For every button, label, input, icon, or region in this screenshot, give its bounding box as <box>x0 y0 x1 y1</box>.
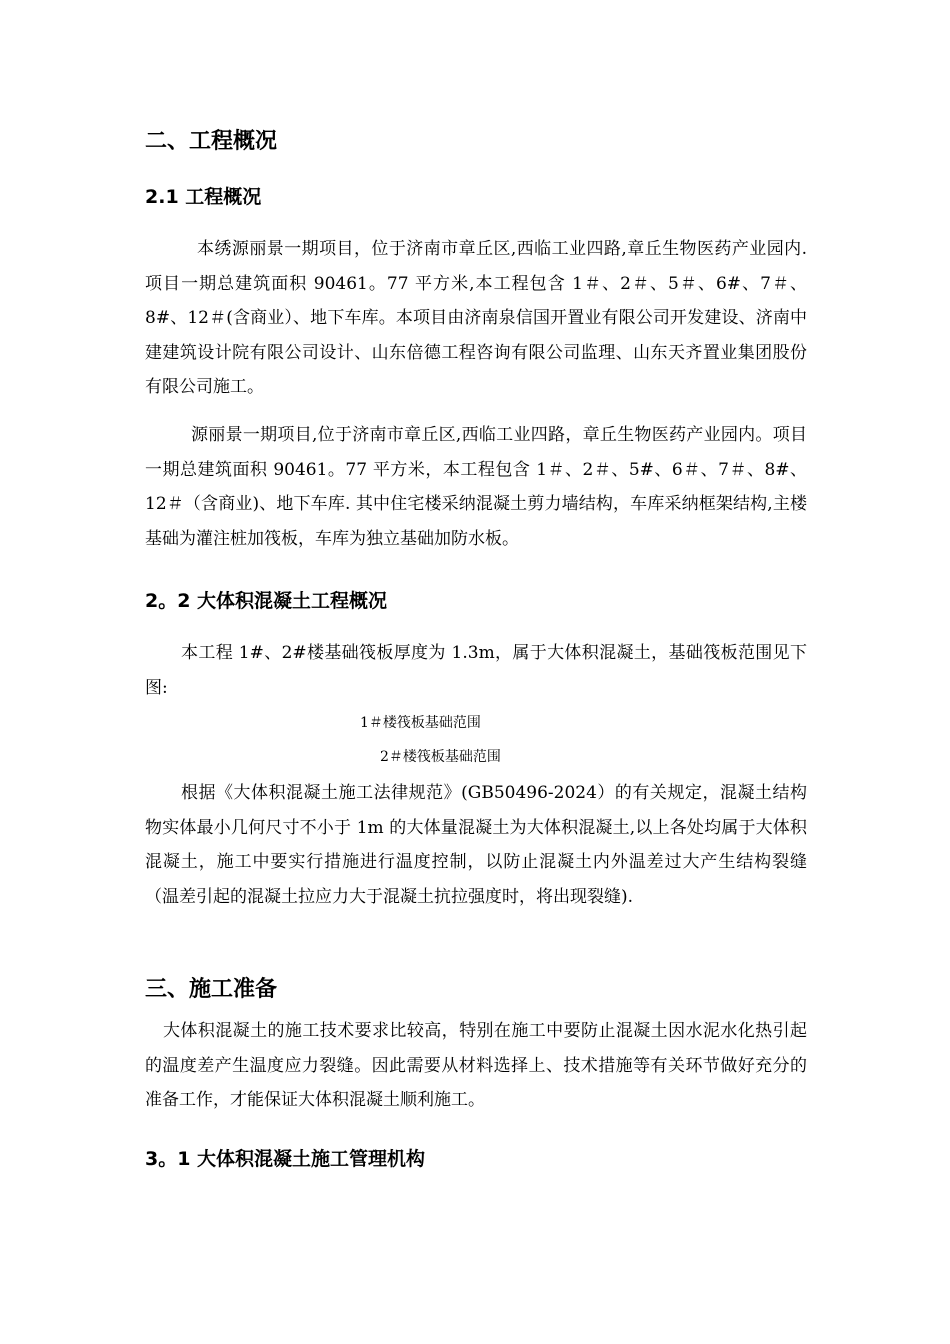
figure-caption-building-1: 1＃楼筏板基础范围 <box>360 715 481 731</box>
section-2-2-heading: 2。2 大体积混凝土工程概况 <box>145 590 388 612</box>
section-2-heading: 二、工程概况 <box>145 129 278 154</box>
section-2-1-paragraph-1: 本绣源丽景一期项目，位于济南市章丘区,西临工业四路,章丘生物医药产业园内.项目一期总建筑面积 90461。77 平方米,本工程包含 1＃、2＃、5＃、6#、7＃、8#、12＃(含商业）、地下车库。本项目由济南泉信国开置业有限公司开发建设、济南中建建筑设计院有限公司设计、山东倍德工程咨询有限公司监理、山东天齐置业集团股份有限公司施工。 <box>145 239 807 398</box>
section-2-2-paragraph-2: 根据《大体积混凝土施工法律规范》(GB50496-2024）的有关规定，混凝土结构物实体最小几何尺寸不小于 1m 的大体量混凝土为大体积混凝土,以上各处均属于大体积混凝土，施工中要实行措施进行温度控制，以防止混凝土内外温差过大产生结构裂缝（温差引起的混凝土拉应力大于混凝土抗拉强度时，将出现裂缝). <box>145 783 807 907</box>
section-2-1-heading: 2.1 工程概况 <box>145 186 262 208</box>
figure-caption-building-2: 2＃楼筏板基础范围 <box>380 749 501 765</box>
section-2-2-paragraph-1: 本工程 1#、2#楼基础筏板厚度为 1.3m，属于大体积混凝土，基础筏板范围见下图: <box>145 643 807 698</box>
section-2-1-paragraph-2: 源丽景一期项目,位于济南市章丘区,西临工业四路，章丘生物医药产业园内。项目一期总建筑面积 90461。77 平方米，本工程包含 1＃、2＃、5#、6＃、7＃、8#、12＃（含商业)、地下车库. 其中住宅楼采纳混凝土剪力墙结构，车库采纳框架结构,主楼基础为灌注桩加筏板，车库为独立基础加防水板。 <box>145 425 807 549</box>
section-3-paragraph-1: 大体积混凝土的施工技术要求比较高，特别在施工中要防止混凝土因水泥水化热引起的温度差产生温度应力裂缝。因此需要从材料选择上、技术措施等有关环节做好充分的准备工作，才能保证大体积混凝土顺利施工。 <box>145 1021 807 1111</box>
section-3-heading: 三、施工准备 <box>145 977 278 1002</box>
section-3-1-heading: 3。1 大体积混凝土施工管理机构 <box>145 1148 426 1170</box>
